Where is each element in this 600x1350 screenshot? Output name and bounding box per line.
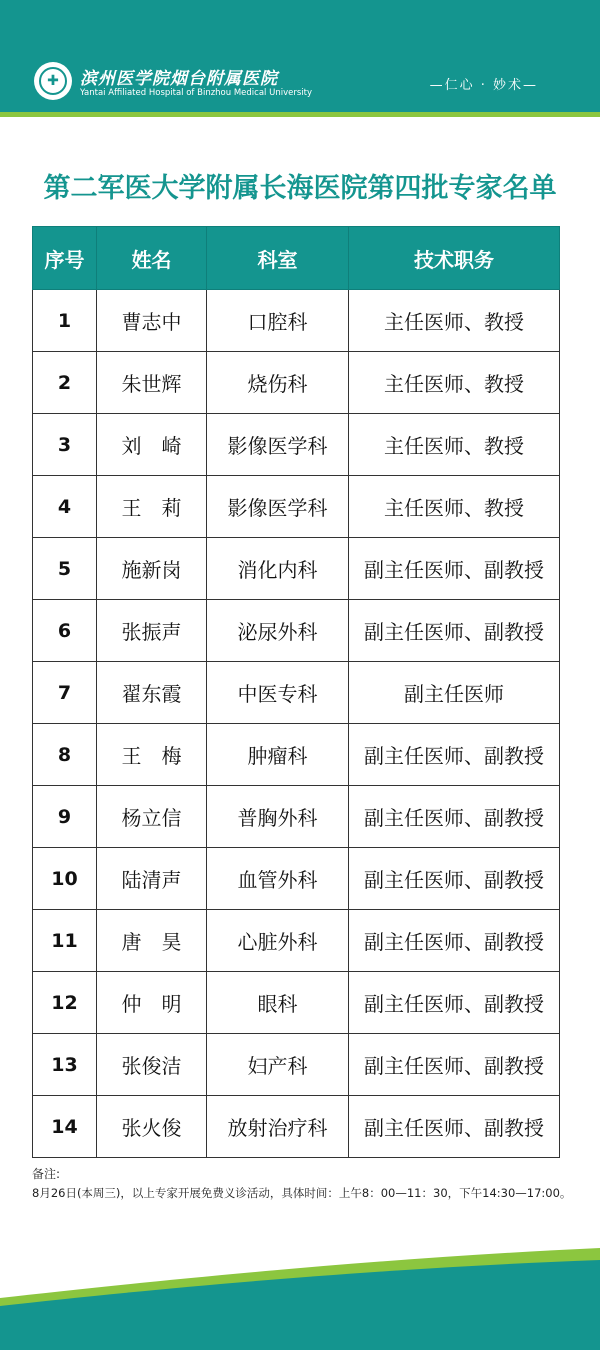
table-row: [33, 538, 560, 600]
cell-number: 3: [33, 414, 97, 476]
cell-department: 泌尿外科: [207, 600, 349, 662]
table-row: [33, 414, 560, 476]
table-row: [33, 786, 560, 848]
cell-number: 6: [33, 600, 97, 662]
cell-department: 血管外科: [207, 848, 349, 910]
cell-number: 13: [33, 1034, 97, 1096]
cell-name: 翟东霞: [97, 662, 207, 724]
cell-name: 张火俊: [97, 1096, 207, 1158]
hospital-logo: [34, 62, 72, 100]
page-title: 第二军医大学附属长海医院第四批专家名单: [43, 173, 557, 204]
table-body: [33, 290, 560, 1158]
cell-number: 8: [33, 724, 97, 786]
table-row: [33, 1096, 560, 1158]
cell-number: 9: [33, 786, 97, 848]
cell-position: 主任医师、教授: [349, 352, 560, 414]
header-department: 科室: [207, 227, 349, 290]
cell-position: 主任医师、教授: [349, 414, 560, 476]
cell-name: 张俊洁: [97, 1034, 207, 1096]
table-header-row: [33, 227, 560, 290]
cell-name: 杨立信: [97, 786, 207, 848]
cell-number: 11: [33, 910, 97, 972]
cell-position: 副主任医师: [349, 662, 560, 724]
expert-table: [32, 226, 560, 1158]
cell-department: 普胸外科: [207, 786, 349, 848]
cell-department: 心脏外科: [207, 910, 349, 972]
cell-number: 5: [33, 538, 97, 600]
cell-name: 刘 崎: [97, 414, 207, 476]
cell-department: 放射治疗科: [207, 1096, 349, 1158]
cell-position: 主任医师、教授: [349, 476, 560, 538]
cell-position: 副主任医师、副教授: [349, 848, 560, 910]
footer-wave: [0, 1240, 600, 1350]
cell-name: 曹志中: [97, 290, 207, 352]
cell-department: 烧伤科: [207, 352, 349, 414]
cell-name: 唐 昊: [97, 910, 207, 972]
table-row: [33, 600, 560, 662]
header-stripe: [0, 112, 600, 117]
cell-department: 口腔科: [207, 290, 349, 352]
table-row: [33, 662, 560, 724]
cell-department: 中医专科: [207, 662, 349, 724]
cell-position: 主任医师、教授: [349, 290, 560, 352]
logo-emblem-icon: ✚: [39, 67, 67, 95]
cell-position: 副主任医师、副教授: [349, 538, 560, 600]
cell-position: 副主任医师、副教授: [349, 786, 560, 848]
cell-position: 副主任医师、副教授: [349, 910, 560, 972]
cell-department: 眼科: [207, 972, 349, 1034]
cell-position: 副主任医师、副教授: [349, 972, 560, 1034]
note-label: 备注:: [32, 1167, 61, 1181]
cell-name: 仲 明: [97, 972, 207, 1034]
table-row: [33, 910, 560, 972]
cell-number: 1: [33, 290, 97, 352]
cell-department: 妇产科: [207, 1034, 349, 1096]
table-row: [33, 476, 560, 538]
hospital-name-cn: 滨州医学院烟台附属医院: [80, 69, 278, 89]
header-position: 技术职务: [349, 227, 560, 290]
cell-name: 陆清声: [97, 848, 207, 910]
note-text: 8月26日(本周三)，以上专家开展免费义诊活动，具体时间：上午8：00—11：30，下午14:30—17:00。: [32, 1186, 572, 1200]
header-name: 姓名: [97, 227, 207, 290]
cell-name: 施新岗: [97, 538, 207, 600]
cell-department: 消化内科: [207, 538, 349, 600]
cell-position: 副主任医师、副教授: [349, 600, 560, 662]
cell-name: 王 莉: [97, 476, 207, 538]
cell-number: 7: [33, 662, 97, 724]
cell-department: 肿瘤科: [207, 724, 349, 786]
cell-name: 王 梅: [97, 724, 207, 786]
cell-number: 10: [33, 848, 97, 910]
table-row: [33, 352, 560, 414]
cell-number: 2: [33, 352, 97, 414]
hospital-name-en: Yantai Affiliated Hospital of Binzhou Medical University: [80, 88, 312, 98]
cell-number: 14: [33, 1096, 97, 1158]
cell-number: 12: [33, 972, 97, 1034]
cell-number: 4: [33, 476, 97, 538]
cell-position: 副主任医师、副教授: [349, 1034, 560, 1096]
cell-position: 副主任医师、副教授: [349, 724, 560, 786]
hospital-motto: —仁心 · 妙术—: [429, 78, 538, 93]
cell-position: 副主任医师、副教授: [349, 1096, 560, 1158]
table-row: [33, 972, 560, 1034]
cell-department: 影像医学科: [207, 414, 349, 476]
cell-name: 朱世辉: [97, 352, 207, 414]
table-row: [33, 724, 560, 786]
header-number: 序号: [33, 227, 97, 290]
table-row: [33, 848, 560, 910]
table-row: [33, 290, 560, 352]
cell-name: 张振声: [97, 600, 207, 662]
table-row: [33, 1034, 560, 1096]
cell-department: 影像医学科: [207, 476, 349, 538]
